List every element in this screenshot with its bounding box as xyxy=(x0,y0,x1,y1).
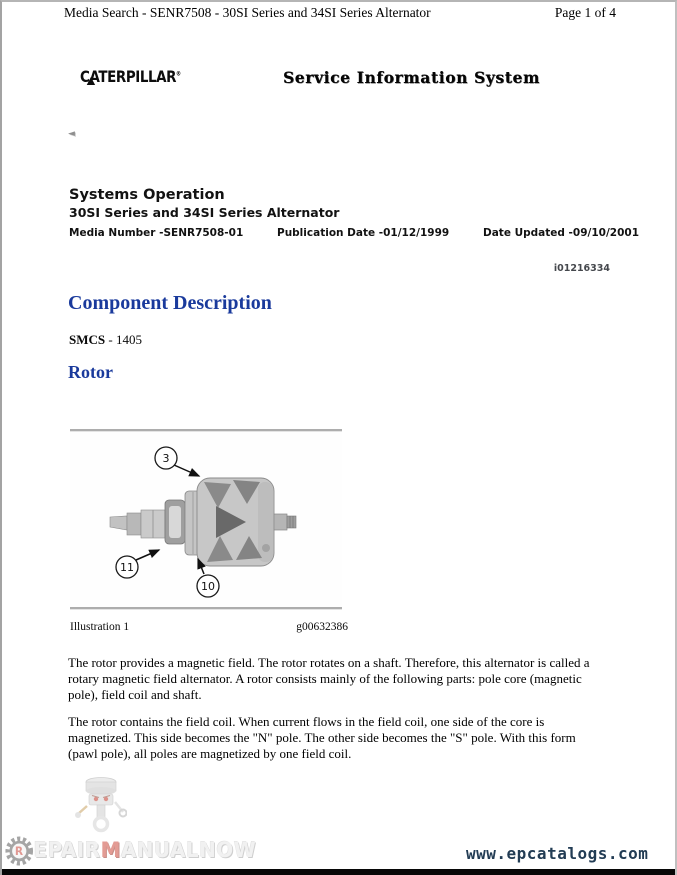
figure-id: g00632386 xyxy=(296,621,348,633)
rotor-shaft-end xyxy=(274,514,287,530)
smcs-value: - 1405 xyxy=(108,332,142,347)
watermark-part1: EPAIR xyxy=(33,838,101,862)
callout-11-label: 11 xyxy=(120,561,134,574)
caterpillar-logo xyxy=(80,67,181,86)
page-indicator: Page 1 of 4 xyxy=(554,5,616,20)
date-updated: Date Updated -09/10/2001 xyxy=(483,227,640,239)
cat-triangle-icon xyxy=(87,77,95,85)
body-paragraph-2: The rotor contains the field coil. When current flows in the field coil, one side of the core is magnetized. This side becomes the "N" pole. The other side becomes the "S" pole. With this form (pawl pole), all poles are magnetized by one field coil. xyxy=(68,713,576,762)
body-text xyxy=(68,655,590,772)
body-paragraph-1: The rotor provides a magnetic field. The rotor rotates on a shaft. Therefore, this alternator is called a rotary magnetic field alternator. A rotor consists mainly of the following parts: pole core (magnetic pole), field coil and shaft. xyxy=(68,655,590,703)
heading-rotor: Rotor xyxy=(68,362,113,382)
repairmanualnow-watermark xyxy=(5,772,257,867)
media-number: Media Number -SENR7508-01 xyxy=(69,227,244,239)
doc-id: i01216334 xyxy=(553,263,610,274)
watermark-text xyxy=(5,836,256,866)
watermark-part3: ANUALNOW xyxy=(120,838,257,862)
callout-3-label: 3 xyxy=(162,452,170,465)
watermark-part2: M xyxy=(100,838,121,862)
smcs-code xyxy=(69,332,142,348)
epcatalogs-link[interactable]: www.epcatalogs.com xyxy=(466,844,649,863)
broken-image-icon: ◄ xyxy=(68,129,75,139)
illustration-caption: Illustration 1 xyxy=(70,621,130,633)
bottom-edge-bar xyxy=(2,869,675,875)
illustration-frame xyxy=(70,429,348,633)
rotor-photo xyxy=(70,432,342,607)
illustration-bottom-rule xyxy=(70,607,342,610)
document-title-block xyxy=(69,187,640,240)
piston-mascot-icon xyxy=(75,772,127,834)
watermark-gear-letter: R xyxy=(14,844,24,859)
rotor-shaft-step1 xyxy=(127,513,141,535)
doc-meta-row xyxy=(69,227,640,240)
service-information-system-title: Service Information System xyxy=(283,68,540,87)
illustration-caption-row xyxy=(70,621,348,633)
rotor-shaft-tip xyxy=(110,516,127,530)
header-title: Media Search - SENR7508 - 30SI Series and 34SI Series Alternator xyxy=(64,5,431,20)
running-header xyxy=(64,5,616,21)
publication-date: Publication Date -01/12/1999 xyxy=(277,227,450,239)
callout-10-label: 10 xyxy=(201,580,215,593)
smcs-label: SMCS xyxy=(69,332,106,347)
gear-icon xyxy=(5,836,34,866)
caterpillar-logo-text: CATERPILLAR xyxy=(80,67,177,86)
doc-subtitle: 30SI Series and 34SI Series Alternator xyxy=(69,205,340,220)
registered-mark: ® xyxy=(176,70,181,78)
doc-section-title: Systems Operation xyxy=(69,187,225,203)
heading-component-description: Component Description xyxy=(68,292,272,314)
